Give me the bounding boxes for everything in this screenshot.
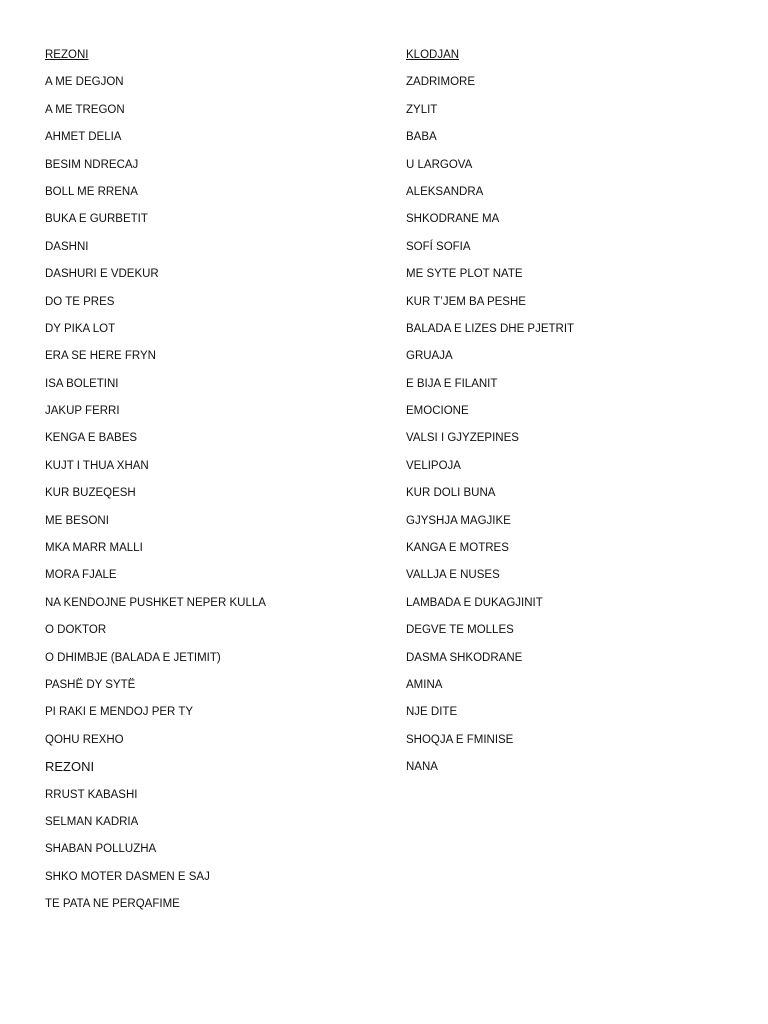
- song-item: GJYSHJA MAGJIKE: [406, 514, 511, 527]
- song-item: BALADA E LIZES DHE PJETRIT: [406, 322, 575, 335]
- song-item: BESIM NDRECAJ: [45, 158, 139, 171]
- song-item: PASHË DY SYTË: [45, 678, 136, 691]
- rezoni-column: [45, 46, 375, 913]
- song-item: AMINA: [406, 678, 443, 691]
- song-item: EMOCIONE: [406, 405, 469, 418]
- song-item: KUR DOLI BUNA: [406, 487, 496, 500]
- song-item: U LARGOVA: [406, 158, 473, 171]
- song-item: RRUST KABASHI: [45, 788, 138, 801]
- song-item: KENGA E BABES: [45, 432, 138, 445]
- song-item: TE PATA NE PERQAFIME: [45, 898, 180, 911]
- song-item: KUR BUZEQESH: [45, 487, 136, 500]
- song-item: NANA: [406, 761, 438, 774]
- song-item: BOLL ME RRENA: [45, 185, 138, 198]
- song-item: DO TE PRES: [45, 295, 115, 308]
- song-item: VALSI I GJYZEPINES: [406, 432, 519, 445]
- klodjan-column: [406, 46, 736, 776]
- song-item: MKA MARR MALLI: [45, 542, 143, 555]
- song-item: SOFÍ SOFIA: [406, 240, 471, 253]
- song-item: QOHU REXHO: [45, 733, 124, 746]
- song-item: KUR T’JEM BA PESHE: [406, 295, 526, 308]
- song-item: SHOQJA E FMINISE: [406, 733, 514, 746]
- song-item: REZONI: [45, 759, 95, 775]
- song-item: DASMA SHKODRANE: [406, 651, 523, 664]
- song-item: A ME TREGON: [45, 103, 125, 116]
- column-heading-rezoni: REZONI: [45, 49, 89, 61]
- song-item: A ME DEGJON: [45, 76, 124, 89]
- song-item: SHABAN POLLUZHA: [45, 843, 157, 856]
- song-item: GRUAJA: [406, 350, 453, 363]
- song-item: O DHIMBJE (BALADA E JETIMIT): [45, 651, 221, 664]
- song-item: E BIJA E FILANIT: [406, 377, 498, 390]
- song-item: ZADRIMORE: [406, 76, 475, 89]
- song-item: SHKO MOTER DASMEN E SAJ: [45, 870, 210, 883]
- song-item: MORA FJALE: [45, 569, 117, 582]
- song-item: NJE DITE: [406, 706, 458, 719]
- song-item: AHMET DELIA: [45, 131, 122, 144]
- song-item: PI RAKI E MENDOJ PER TY: [45, 706, 194, 719]
- song-item: BUKA E GURBETIT: [45, 213, 148, 226]
- column-heading-klodjan: KLODJAN: [406, 49, 460, 61]
- song-item: ALEKSANDRA: [406, 185, 484, 198]
- song-item: SHKODRANE MA: [406, 213, 500, 226]
- song-item: DASHURI E VDEKUR: [45, 268, 159, 281]
- song-item: ZYLIT: [406, 103, 438, 116]
- song-item: DY PIKA LOT: [45, 322, 116, 335]
- song-item: DEGVE TE MOLLES: [406, 624, 514, 637]
- song-item: LAMBADA E DUKAGJINIT: [406, 596, 543, 609]
- song-item: SELMAN KADRIA: [45, 815, 139, 828]
- song-item: ERA SE HERE FRYN: [45, 350, 156, 363]
- song-item: ME BESONI: [45, 514, 109, 527]
- song-item: VELIPOJA: [406, 459, 461, 472]
- song-item: KUJT I THUA XHAN: [45, 459, 149, 472]
- song-item: JAKUP FERRI: [45, 405, 120, 418]
- song-item: ISA BOLETINI: [45, 377, 119, 390]
- song-item: NA KENDOJNE PUSHKET NEPER KULLA: [45, 596, 266, 609]
- song-item: DASHNI: [45, 240, 89, 253]
- song-item: O DOKTOR: [45, 624, 107, 637]
- song-item: VALLJA E NUSES: [406, 569, 500, 582]
- song-item: BABA: [406, 131, 437, 144]
- song-item: ME SYTE PLOT NATE: [406, 268, 523, 281]
- song-item: KANGA E MOTRES: [406, 542, 509, 555]
